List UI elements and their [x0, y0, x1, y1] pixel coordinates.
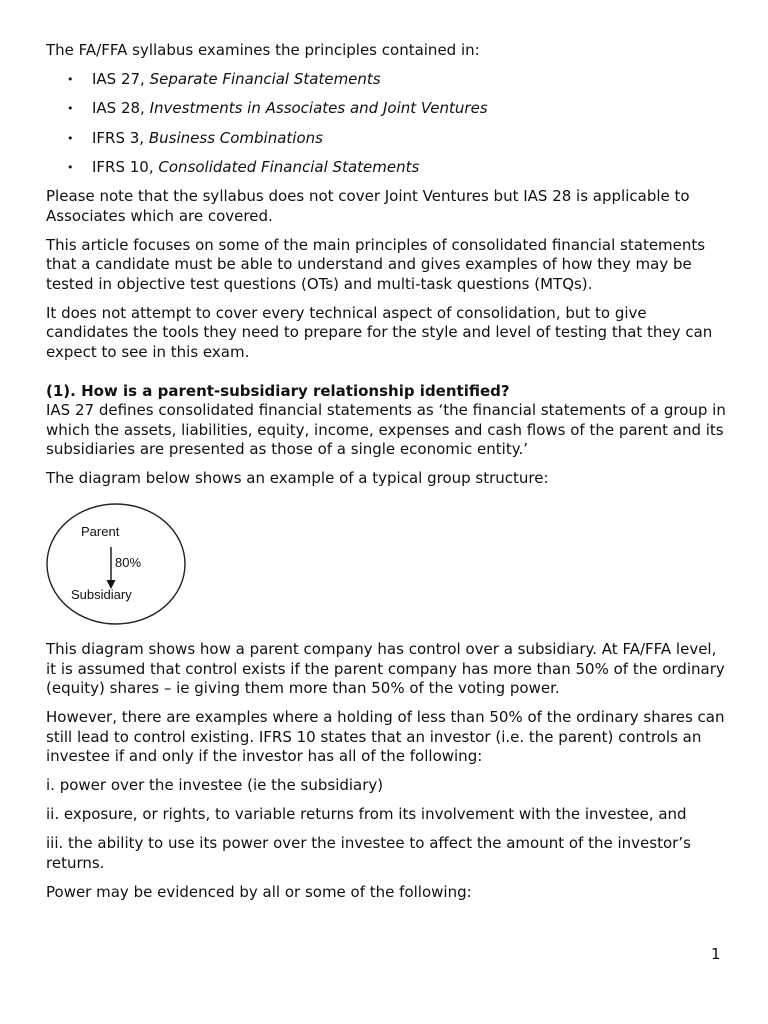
- bullet-icon: •: [67, 102, 74, 116]
- list-item: [46, 158, 726, 178]
- syllabus-note-paragraph: Please note that the syllabus does not cover Joint Ventures but IAS 28 is applicable to Associates which are covered.: [46, 187, 690, 225]
- standard-title: Consolidated Financial Statements: [158, 157, 420, 176]
- standard-code: IFRS 3,: [92, 128, 145, 147]
- section-spacer: [46, 372, 726, 382]
- power-evidence-paragraph: Power may be evidenced by all or some of the following:: [46, 882, 472, 901]
- standard-title: Business Combinations: [148, 128, 323, 147]
- list-item: [46, 70, 726, 90]
- section-heading: (1). How is a parent-subsidiary relationship identified?: [46, 381, 510, 400]
- control-explanation-paragraph: This diagram shows how a parent company has control over a subsidiary. At FA/FFA level, it is assumed that control exists if the parent company has more than 50% of the ordinary (equity) shares – ie giving them more than 50% of the voting power.: [46, 640, 725, 698]
- bullet-icon: •: [67, 131, 74, 145]
- subsidiary-label: Subsidiary: [71, 587, 132, 603]
- bullet-icon: •: [67, 160, 74, 174]
- article-focus-paragraph: This article focuses on some of the main principles of consolidated financial statements that a candidate must be able to understand and gives examples of how they may be tested in objective test questions (OTs) and multi-task questions (MTQs).: [46, 235, 706, 293]
- bullet-icon: •: [67, 73, 74, 86]
- group-structure-diagram: [44, 498, 204, 633]
- control-criterion-power: i. power over the investee (ie the subsidiary): [46, 776, 384, 795]
- intro-paragraph: The FA/FFA syllabus examines the principles contained in:: [46, 41, 480, 59]
- control-criterion-ability: iii. the ability to use its power over the investee to affect the amount of the investor’s returns.: [46, 834, 691, 872]
- ifrs10-control-paragraph: However, there are examples where a holding of less than 50% of the ordinary shares can still lead to control existing. IFRS 10 states that an investor (i.e. the parent) controls an investee if and only if the investor has all of the following:: [46, 708, 725, 766]
- page-number: 1: [711, 945, 721, 963]
- standard-code: IAS 27,: [92, 70, 145, 88]
- syllabus-standards-list: [46, 70, 726, 177]
- scope-paragraph: It does not attempt to cover every technical aspect of consolidation, but to give candidates the tools they need to prepare for the style and level of testing that they can expect to see in this exam.: [46, 303, 713, 361]
- ias27-definition-paragraph: IAS 27 defines consolidated financial statements as ‘the financial statements of a group in which the assets, liabilities, equity, income, expenses and cash flows of the parent and its subsidiaries are presented as those of a single economic entity.’: [46, 401, 726, 459]
- standard-code: IFRS 10,: [92, 157, 154, 176]
- diagram-intro-paragraph: The diagram below shows an example of a typical group structure:: [46, 469, 549, 488]
- ownership-percentage-label: 80%: [115, 555, 142, 571]
- control-criterion-exposure: ii. exposure, or rights, to variable returns from its involvement with the investee, and: [46, 805, 687, 824]
- standard-title: Investments in Associates and Joint Ventures: [149, 99, 488, 118]
- list-item: [46, 99, 726, 119]
- standard-title: Separate Financial Statements: [149, 70, 381, 88]
- list-item: [46, 129, 726, 149]
- parent-label: Parent: [81, 524, 120, 540]
- standard-code: IAS 28,: [92, 99, 145, 118]
- document-page: [46, 41, 726, 912]
